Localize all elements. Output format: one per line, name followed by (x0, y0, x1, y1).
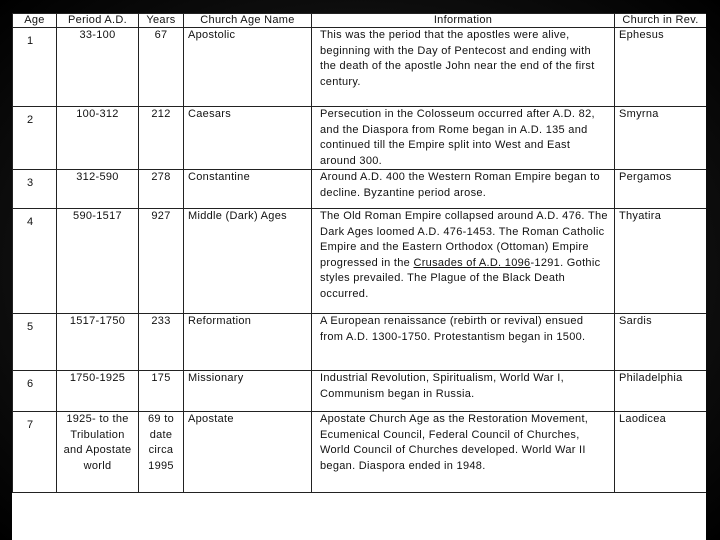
table-row (13, 412, 707, 493)
header-church-in-rev: Church in Rev. (615, 14, 707, 28)
cell-age: 3 (13, 170, 57, 209)
cell-age: 7 (13, 412, 57, 493)
cell-years: 175 (139, 371, 184, 412)
cell-name: Apostate (184, 412, 312, 493)
table-row (13, 170, 707, 209)
cell-name: Missionary (184, 371, 312, 412)
cell-years: 69 to date circa 1995 (139, 412, 184, 493)
cell-age: 5 (13, 314, 57, 371)
table-row (13, 28, 707, 107)
info-text: The Old Roman Empire collapsed around A.D. 476. The Dark Ages loomed A.D. 476-1453. The Roman Catholic Empire and the Eastern Orthodox (Ottoman) Empire progressed in the (320, 210, 608, 269)
cell-age: 1 (13, 28, 57, 107)
info-text: -1291. Gothic styles prevailed. The Plague of the Black Death occurred. (320, 256, 601, 300)
cell-years: 212 (139, 107, 184, 170)
cell-period: 1517-1750 (57, 314, 139, 371)
cell-period: 590-1517 (57, 209, 139, 314)
cell-name: Apostolic (184, 28, 312, 107)
cell-name: Constantine (184, 170, 312, 209)
cell-period: 33-100 (57, 28, 139, 107)
table-row (13, 371, 707, 412)
cell-age: 4 (13, 209, 57, 314)
header-row (13, 14, 707, 28)
cell-church: Thyatira (615, 209, 707, 314)
cell-age: 6 (13, 371, 57, 412)
header-years: Years (139, 14, 184, 28)
cell-name: Reformation (184, 314, 312, 371)
header-age: Age (13, 14, 57, 28)
header-church-age-name: Church Age Name (184, 14, 312, 28)
cell-years: 927 (139, 209, 184, 314)
cell-church: Laodicea (615, 412, 707, 493)
header-information: Information (312, 14, 615, 28)
cell-church: Smyrna (615, 107, 707, 170)
cell-information: Apostate Church Age as the Restoration Movement, Ecumenical Council, Federal Council of Churches, World Council of Churches developed. World War II began. Diaspora ended in 1948. (312, 412, 615, 493)
cell-name: Middle (Dark) Ages (184, 209, 312, 314)
cell-information: Persecution in the Colosseum occurred after A.D. 82, and the Diaspora from Rome began in A.D. 135 and continued till the Empire split into West and East around 300. (312, 107, 615, 170)
cell-period: 1925- to the Tribulation and Apostate world (57, 412, 139, 493)
cell-years: 278 (139, 170, 184, 209)
document-sheet (12, 13, 706, 540)
cell-church: Philadelphia (615, 371, 707, 412)
cell-information: This was the period that the apostles were alive, beginning with the Day of Pentecost and ending with the death of the apostle John near the end of the first century. (312, 28, 615, 107)
table-row (13, 209, 707, 314)
cell-information: A European renaissance (rebirth or revival) ensued from A.D. 1300-1750. Protestantism began in 1500. (312, 314, 615, 371)
header-period: Period A.D. (57, 14, 139, 28)
table-row (13, 314, 707, 371)
cell-period: 312-590 (57, 170, 139, 209)
cell-church: Pergamos (615, 170, 707, 209)
cell-information: Around A.D. 400 the Western Roman Empire began to decline. Byzantine period arose. (312, 170, 615, 209)
cell-information (312, 209, 615, 314)
cell-church: Ephesus (615, 28, 707, 107)
cell-years: 67 (139, 28, 184, 107)
church-ages-table (12, 13, 706, 493)
cell-information: Industrial Revolution, Spiritualism, World War I, Communism began in Russia. (312, 371, 615, 412)
cell-period: 100-312 (57, 107, 139, 170)
cell-period: 1750-1925 (57, 371, 139, 412)
cell-name: Caesars (184, 107, 312, 170)
cell-church: Sardis (615, 314, 707, 371)
cell-age: 2 (13, 107, 57, 170)
crusades-link[interactable]: Crusades of A.D. 1096 (413, 256, 531, 269)
cell-years: 233 (139, 314, 184, 371)
table-row (13, 107, 707, 170)
